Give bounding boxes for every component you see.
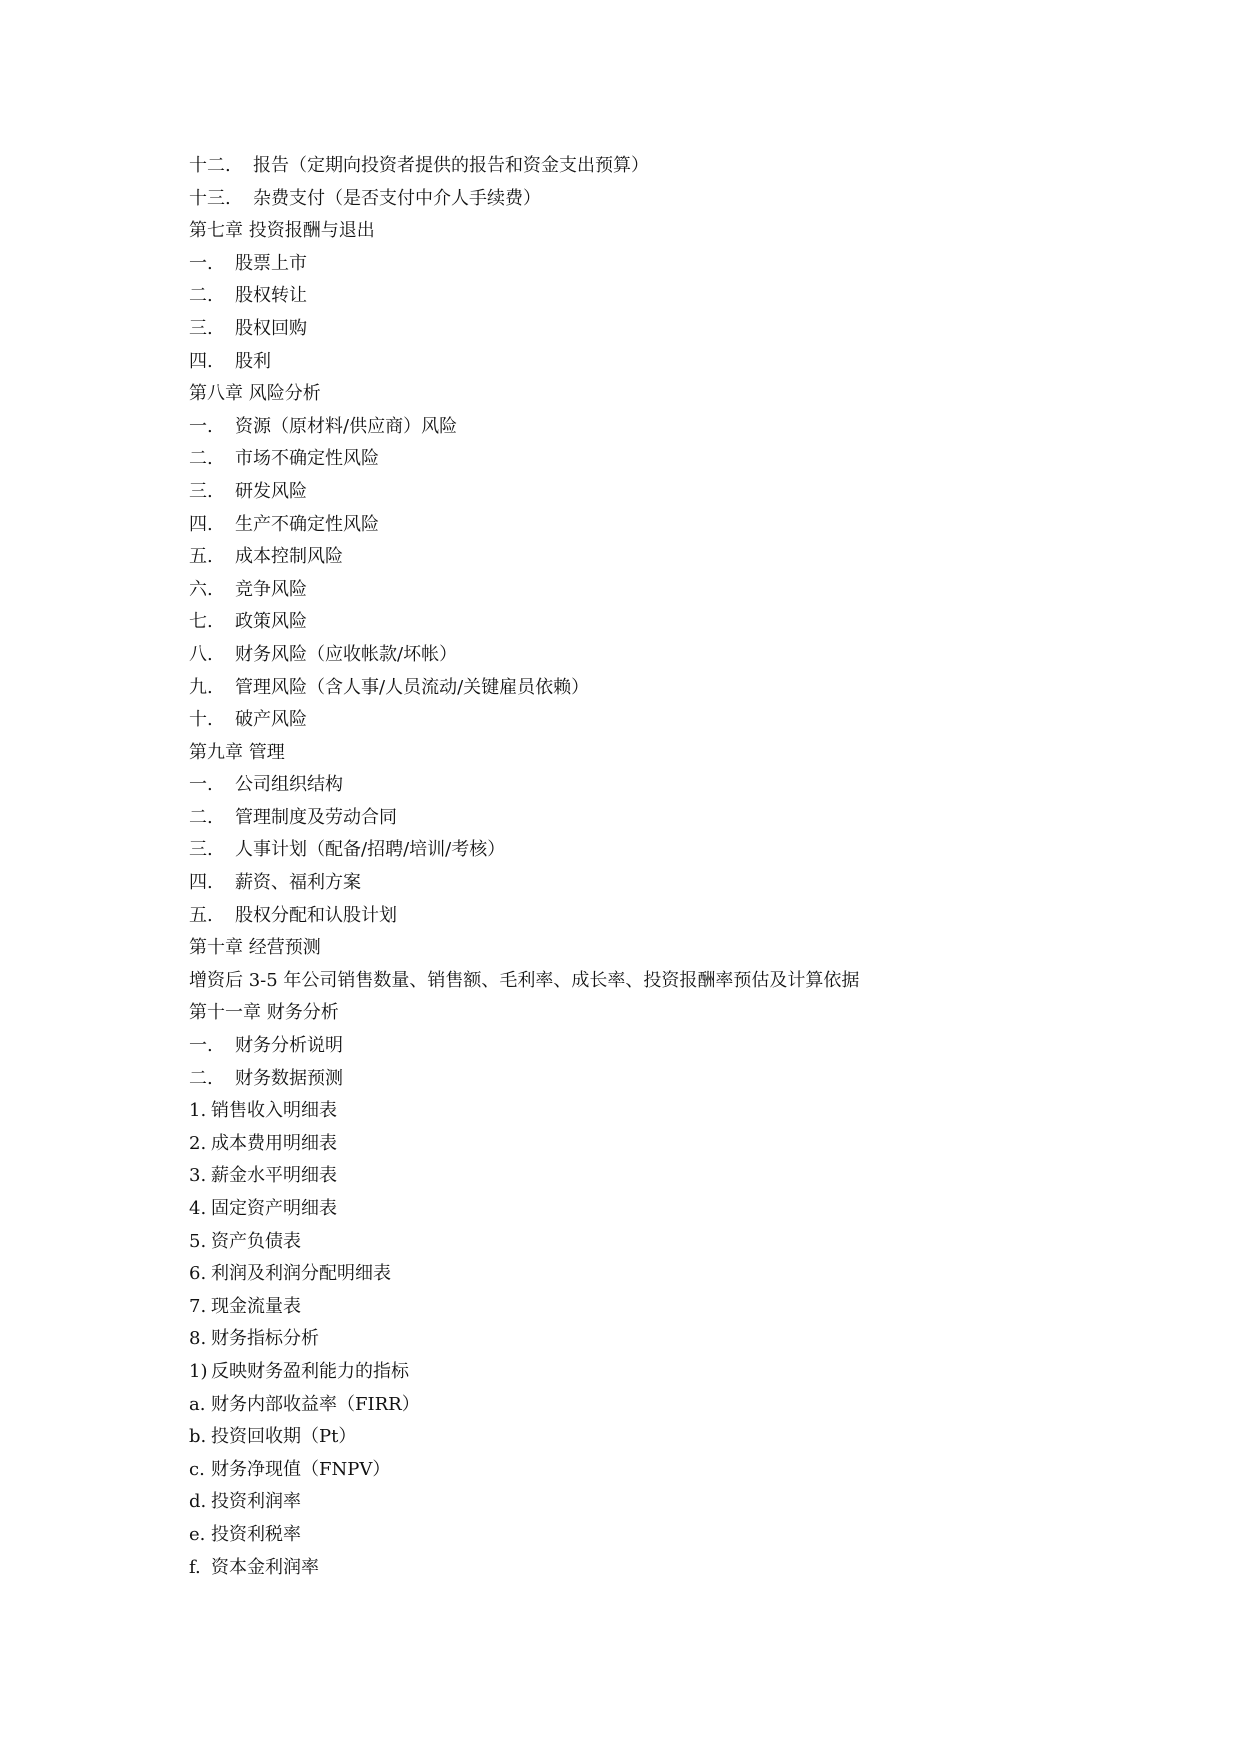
list-marker: 5. xyxy=(189,1230,207,1252)
outline-line xyxy=(189,1454,1149,1487)
outline-line xyxy=(189,411,1149,444)
list-marker: 8. xyxy=(189,1328,207,1350)
outline-line xyxy=(189,1356,1149,1389)
list-marker: 三. xyxy=(189,839,213,861)
line-text: 固定资产明细表 xyxy=(211,1198,337,1219)
line-text: 股票上市 xyxy=(235,252,307,274)
outline-line xyxy=(189,900,1149,933)
outline-line xyxy=(189,965,1149,998)
list-marker: 一. xyxy=(189,1035,213,1057)
outline-line xyxy=(189,1095,1149,1128)
line-text: 成本费用明细表 xyxy=(211,1132,337,1154)
list-marker: 7. xyxy=(189,1295,207,1317)
list-marker: 二. xyxy=(189,285,213,307)
chapter-heading xyxy=(189,737,1149,770)
outline-line xyxy=(189,313,1149,346)
outline-line xyxy=(189,769,1149,802)
line-text: 管理风险（含人事/人员流动/关键雇员依赖） xyxy=(235,676,590,698)
chapter-title: 第七章 投资报酬与退出 xyxy=(189,220,375,242)
line-text: 股利 xyxy=(235,350,271,372)
line-text: 股权分配和认股计划 xyxy=(235,904,397,926)
line-text: 财务风险（应收帐款/坏帐） xyxy=(235,643,458,665)
list-marker: 三. xyxy=(189,317,213,339)
list-marker: d. xyxy=(189,1491,207,1513)
outline-line xyxy=(189,1063,1149,1096)
line-text: 财务指标分析 xyxy=(211,1328,319,1350)
line-text: 研发风险 xyxy=(235,480,307,502)
outline-line xyxy=(189,1519,1149,1552)
chapter-title: 第十一章 财务分析 xyxy=(189,1002,339,1024)
line-text: 市场不确定性风险 xyxy=(235,448,379,470)
outline-line xyxy=(189,834,1149,867)
chapter-heading xyxy=(189,997,1149,1030)
outline-line xyxy=(189,346,1149,379)
line-text: 资源（原材料/供应商）风险 xyxy=(235,415,458,437)
list-marker: 四. xyxy=(189,872,213,894)
outline-line xyxy=(189,1291,1149,1324)
outline-line xyxy=(189,1323,1149,1356)
list-marker: 二. xyxy=(189,1067,213,1089)
chapter-heading xyxy=(189,932,1149,965)
list-marker: 十三. xyxy=(189,187,231,209)
list-marker: 四. xyxy=(189,350,213,372)
list-marker: 6. xyxy=(189,1263,207,1285)
list-marker: 1. xyxy=(189,1100,207,1122)
line-text: 投资回收期（Pt） xyxy=(211,1426,357,1448)
list-marker: a. xyxy=(189,1393,206,1415)
line-text: 投资利税率 xyxy=(211,1523,301,1545)
line-text: 破产风险 xyxy=(235,709,307,731)
chapter-heading xyxy=(189,378,1149,411)
line-text: 反映财务盈利能力的指标 xyxy=(211,1360,409,1382)
line-text: 生产不确定性风险 xyxy=(235,513,379,535)
list-marker: 十. xyxy=(189,709,213,731)
outline-line xyxy=(189,606,1149,639)
outline-line xyxy=(189,150,1149,183)
outline-line xyxy=(189,1128,1149,1161)
outline-line xyxy=(189,1030,1149,1063)
outline-line xyxy=(189,672,1149,705)
outline-line xyxy=(189,509,1149,542)
outline-line xyxy=(189,639,1149,672)
list-marker: 四. xyxy=(189,513,213,535)
list-marker: 一. xyxy=(189,252,213,274)
line-text: 财务分析说明 xyxy=(235,1035,343,1057)
line-text: 销售收入明细表 xyxy=(211,1100,337,1122)
list-marker: 五. xyxy=(189,546,213,568)
outline-line xyxy=(189,1552,1149,1585)
outline-line xyxy=(189,1389,1149,1422)
outline-line xyxy=(189,476,1149,509)
line-text: 利润及利润分配明细表 xyxy=(211,1263,391,1285)
line-text: 竞争风险 xyxy=(235,578,307,600)
outline-line xyxy=(189,183,1149,216)
outline-line xyxy=(189,1258,1149,1291)
list-marker: 八. xyxy=(189,643,213,665)
list-marker: 九. xyxy=(189,676,213,698)
line-text: 报告（定期向投资者提供的报告和资金支出预算） xyxy=(253,155,649,176)
list-marker: 1) xyxy=(189,1360,208,1382)
line-text: 薪金水平明细表 xyxy=(211,1165,337,1187)
line-text: 管理制度及劳动合同 xyxy=(235,806,397,828)
outline-line xyxy=(189,1421,1149,1454)
list-marker: 六. xyxy=(189,578,213,600)
outline-line xyxy=(189,280,1149,313)
list-marker: c. xyxy=(189,1458,205,1480)
line-text: 成本控制风险 xyxy=(235,546,343,568)
list-marker: 2. xyxy=(189,1132,207,1154)
outline-line xyxy=(189,802,1149,835)
list-marker: 三. xyxy=(189,480,213,502)
chapter-title: 第九章 管理 xyxy=(189,741,285,763)
line-text: 资产负债表 xyxy=(211,1230,301,1252)
document-body xyxy=(189,150,1149,1584)
list-marker: e. xyxy=(189,1523,206,1545)
line-text: 薪资、福利方案 xyxy=(235,872,361,894)
list-marker: 一. xyxy=(189,774,213,796)
outline-line xyxy=(189,443,1149,476)
line-text: 增资后 3-5 年公司销售数量、销售额、毛利率、成长率、投资报酬率预估及计算依据 xyxy=(189,969,860,991)
chapter-heading xyxy=(189,215,1149,248)
line-text: 财务内部收益率（FIRR） xyxy=(211,1393,420,1415)
list-marker: 一. xyxy=(189,415,213,437)
line-text: 资本金利润率 xyxy=(211,1556,319,1578)
outline-line xyxy=(189,1160,1149,1193)
outline-line xyxy=(189,704,1149,737)
chapter-title: 第十章 经营预测 xyxy=(189,937,321,959)
outline-line xyxy=(189,1226,1149,1259)
line-text: 股权回购 xyxy=(235,317,307,339)
list-marker: 3. xyxy=(189,1165,207,1187)
outline-line xyxy=(189,541,1149,574)
line-text: 股权转让 xyxy=(235,285,307,307)
list-marker: 二. xyxy=(189,806,213,828)
list-marker: 二. xyxy=(189,448,213,470)
line-text: 财务数据预测 xyxy=(235,1067,343,1089)
line-text: 投资利润率 xyxy=(211,1491,301,1513)
list-marker: f. xyxy=(189,1556,201,1578)
outline-line xyxy=(189,574,1149,607)
list-marker: b. xyxy=(189,1426,207,1448)
outline-line xyxy=(189,248,1149,281)
chapter-title: 第八章 风险分析 xyxy=(189,383,321,405)
line-text: 杂费支付（是否支付中介人手续费） xyxy=(253,187,541,209)
outline-line xyxy=(189,1193,1149,1226)
list-marker: 4. xyxy=(189,1198,207,1219)
line-text: 财务净现值（FNPV） xyxy=(211,1458,391,1480)
list-marker: 十二. xyxy=(189,155,231,176)
line-text: 人事计划（配备/招聘/培训/考核） xyxy=(235,839,506,861)
outline-line xyxy=(189,867,1149,900)
outline-line xyxy=(189,1486,1149,1519)
line-text: 公司组织结构 xyxy=(235,774,343,796)
line-text: 政策风险 xyxy=(235,611,307,633)
list-marker: 五. xyxy=(189,904,213,926)
line-text: 现金流量表 xyxy=(211,1295,301,1317)
list-marker: 七. xyxy=(189,611,213,633)
